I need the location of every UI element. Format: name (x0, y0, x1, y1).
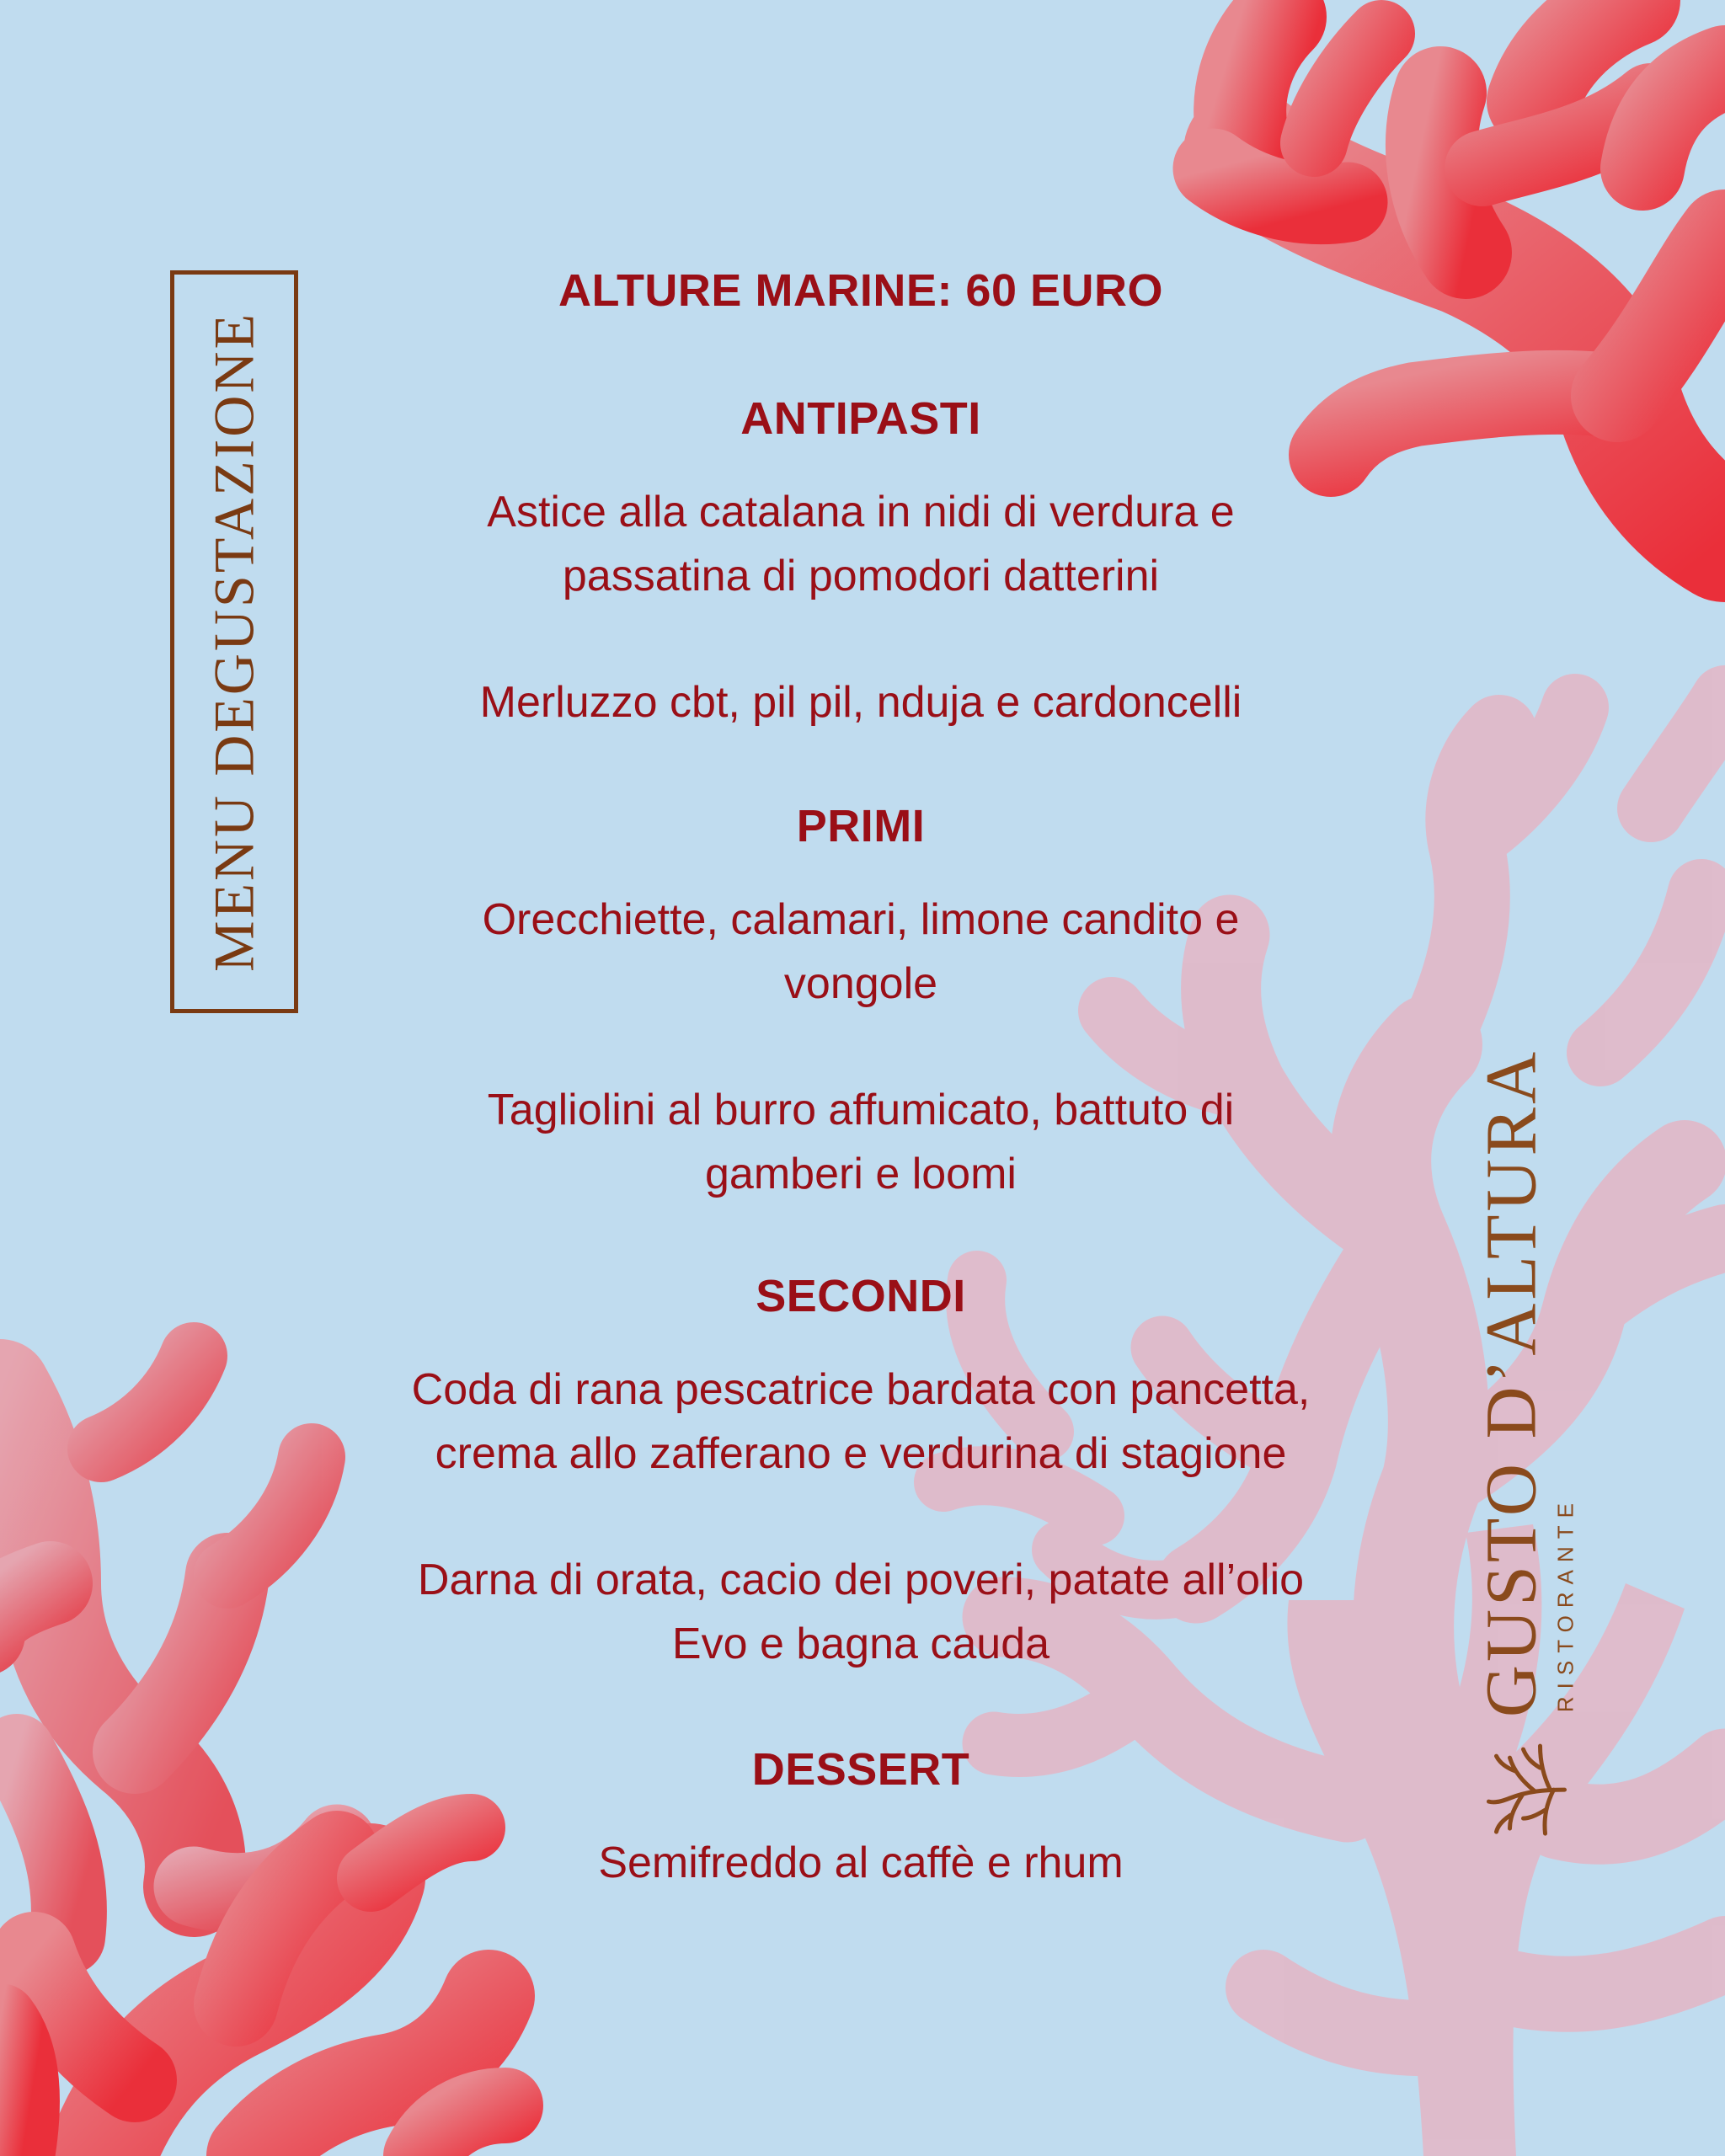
section-heading-antipasti: ANTIPASTI (740, 393, 981, 444)
dish-item (286, 888, 1435, 1016)
dish-line: Tagliolini al burro affumicato, battuto di (487, 1086, 1235, 1134)
dish-line: vongole (783, 959, 938, 1008)
dish-line: gamberi e loomi (705, 1150, 1017, 1198)
menu-title: ALTURE MARINE: 60 EURO (558, 265, 1164, 316)
restaurant-name: GUSTO D’ALTURA (1470, 1048, 1551, 1718)
dish-item (286, 1548, 1435, 1676)
dish-item (286, 1831, 1435, 1895)
dish-line: Coda di rana pescatrice bardata con pancetta, (411, 1365, 1311, 1414)
dish-line: Semifreddo al caffè e rhum (598, 1838, 1124, 1887)
dish-item (286, 670, 1435, 734)
menu-degustazione-title: MENU DEGUSTAZIONE (201, 311, 266, 973)
dish-item (286, 1078, 1435, 1206)
dish-line: Orecchiette, calamari, limone candito e (482, 895, 1240, 944)
dish-item (286, 480, 1435, 608)
dish-line: passatina di pomodori datterini (562, 552, 1160, 600)
restaurant-logo (1470, 1048, 1579, 1840)
dish-line: Merluzzo cbt, pil pil, nduja e cardoncelli (479, 678, 1242, 727)
coral-tree-logo-icon (1484, 1739, 1568, 1840)
restaurant-subtitle: RISTORANTE (1552, 1496, 1578, 1713)
dish-line: Darna di orata, cacio dei poveri, patate all’olio (417, 1556, 1305, 1604)
dish-line: Astice alla catalana in nidi di verdura e (487, 488, 1235, 536)
dish-line: crema allo zafferano e verdurina di stagione (435, 1429, 1287, 1478)
dish-item (286, 1358, 1435, 1486)
section-heading-secondi: SECONDI (756, 1271, 966, 1321)
section-heading-dessert: DESSERT (751, 1744, 970, 1795)
section-heading-primi: PRIMI (796, 801, 926, 851)
dish-line: Evo e bagna cauda (671, 1620, 1050, 1668)
